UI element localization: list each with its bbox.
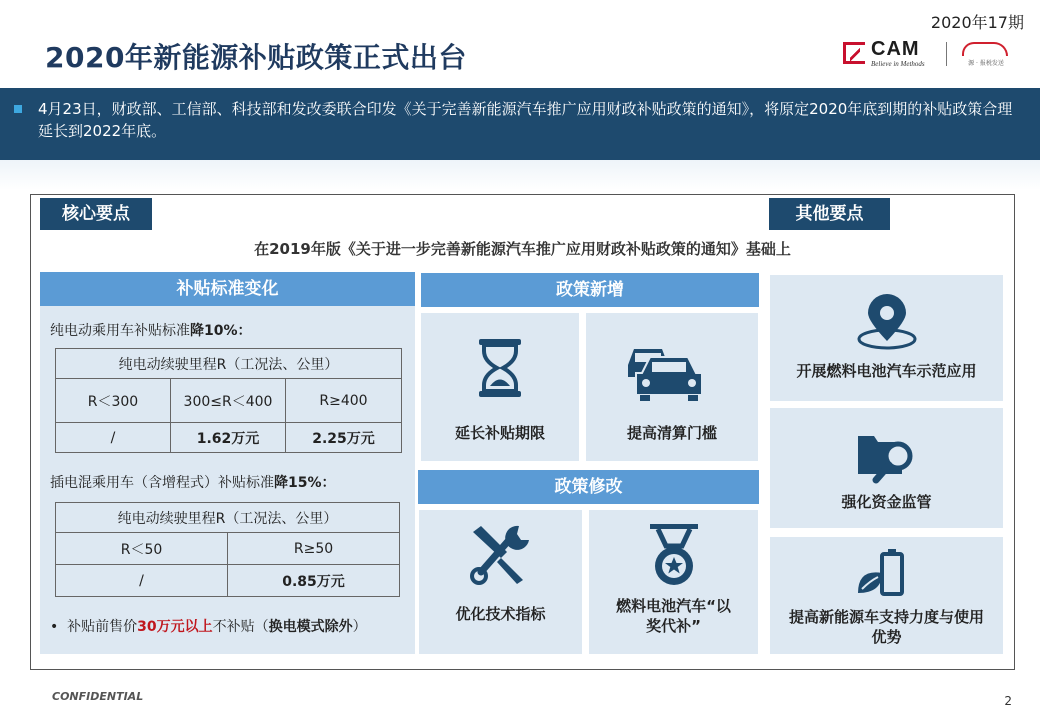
phev-val-2: 0.85万元 — [228, 565, 400, 597]
page-number: 2 — [1004, 694, 1012, 708]
medal-icon — [648, 524, 700, 588]
phev-note — [50, 472, 336, 492]
bev-col-2: 300≤R＜400 — [171, 379, 286, 423]
car-logo-subtitle: 源 · 报税发送 — [968, 60, 1004, 67]
phev-col-1: R＜50 — [56, 533, 228, 565]
page-title: 2020年新能源补贴政策正式出台 — [45, 41, 467, 74]
extend-period-label: 延长补贴期限 — [454, 424, 545, 442]
card-optimize-tech — [419, 510, 582, 654]
card-raise-threshold — [586, 313, 758, 461]
cam-logo-mark — [843, 42, 865, 64]
phev-val-1: / — [56, 565, 228, 597]
card-fuel-cell-reward — [589, 510, 758, 654]
logo-divider — [946, 42, 947, 66]
bev-val-2: 1.62万元 — [171, 423, 286, 453]
cam-logo-tagline: Believe in Methods — [871, 60, 925, 68]
subsidy-panel — [40, 272, 415, 654]
car-logo — [958, 40, 1014, 68]
policy-mod-header: 政策修改 — [418, 470, 759, 504]
price-cap-prefix: 补贴前售价 — [67, 619, 138, 635]
confidential-label: CONFIDENTIAL — [52, 690, 144, 703]
subsidy-header: 补贴标准变化 — [40, 272, 415, 306]
price-cap-exception: 换电模式除外 — [268, 619, 353, 635]
folder-search-icon — [856, 426, 918, 484]
bev-col-3: R≥400 — [286, 379, 402, 423]
basis-text: 在2019年版《关于进一步完善新能源汽车推广应用财政补贴政策的通知》基础上 — [254, 240, 791, 258]
location-pin-icon — [856, 293, 918, 351]
bev-table — [55, 348, 402, 453]
card-fuel-cell-demo — [770, 275, 1003, 401]
bev-col-1: R＜300 — [56, 379, 171, 423]
bev-val-1: / — [56, 423, 171, 453]
card-nev-support — [770, 537, 1003, 654]
bev-note-cut: 降10%： — [190, 323, 252, 339]
raise-threshold-label: 提高清算门槛 — [626, 424, 717, 442]
issue-label: 2020年17期 — [930, 13, 1024, 32]
policy-new-header: 政策新增 — [421, 273, 759, 307]
phev-note-prefix: 插电混乘用车（含增程式）补贴标准 — [50, 475, 274, 491]
cam-logo — [843, 38, 939, 68]
optimize-tech-label: 优化技术指标 — [455, 605, 546, 623]
bullet-dot-icon: • — [50, 619, 68, 635]
price-cap-end: ） — [352, 619, 367, 635]
bev-table-caption: 纯电动续驶里程R（工况法、公里） — [56, 349, 402, 379]
hourglass-icon — [475, 337, 525, 399]
fuel-cell-reward-label-line1: 燃料电池汽车“以 — [616, 597, 731, 615]
fuel-cell-reward-label-line2: 奖代补” — [646, 617, 701, 635]
banner-bullet-icon — [14, 105, 22, 113]
card-extend-period — [421, 313, 579, 461]
nev-support-label-line1: 提高新能源车支持力度与使用 — [788, 608, 984, 626]
fund-supervision-label: 强化资金监管 — [841, 493, 932, 511]
price-cap-amount: 30万元以上 — [137, 619, 213, 635]
cars-icon — [626, 343, 708, 401]
bev-val-3: 2.25万元 — [286, 423, 402, 453]
banner-fade — [0, 160, 1040, 190]
cam-logo-text: CAM — [871, 38, 920, 60]
phev-col-2: R≥50 — [228, 533, 400, 565]
bev-note-prefix: 纯电动乘用车补贴标准 — [50, 323, 190, 339]
phev-table-caption: 纯电动续驶里程R（工况法、公里） — [56, 503, 400, 533]
price-cap-mid: 不补贴（ — [212, 619, 269, 635]
tab-other-points: 其他要点 — [769, 198, 890, 230]
summary-banner — [0, 88, 1040, 160]
battery-leaf-icon — [856, 547, 916, 597]
car-logo-icon — [962, 42, 1008, 56]
bev-note — [50, 320, 252, 340]
price-cap-note — [50, 616, 367, 636]
banner-text: 4月23日，财政部、工信部、科技部和发改委联合印发《关于完善新能源汽车推广应用财政补贴政策的通知》，将原定2020年底到期的补贴政策合理延长到2022年底。 — [38, 100, 1013, 140]
tab-core-points: 核心要点 — [40, 198, 152, 230]
fuel-cell-demo-label: 开展燃料电池汽车示范应用 — [796, 362, 977, 380]
nev-support-label-line2: 优势 — [871, 628, 902, 646]
phev-table — [55, 502, 400, 597]
card-fund-supervision — [770, 408, 1003, 528]
tools-icon — [467, 522, 533, 588]
phev-note-cut: 降15%： — [274, 475, 336, 491]
